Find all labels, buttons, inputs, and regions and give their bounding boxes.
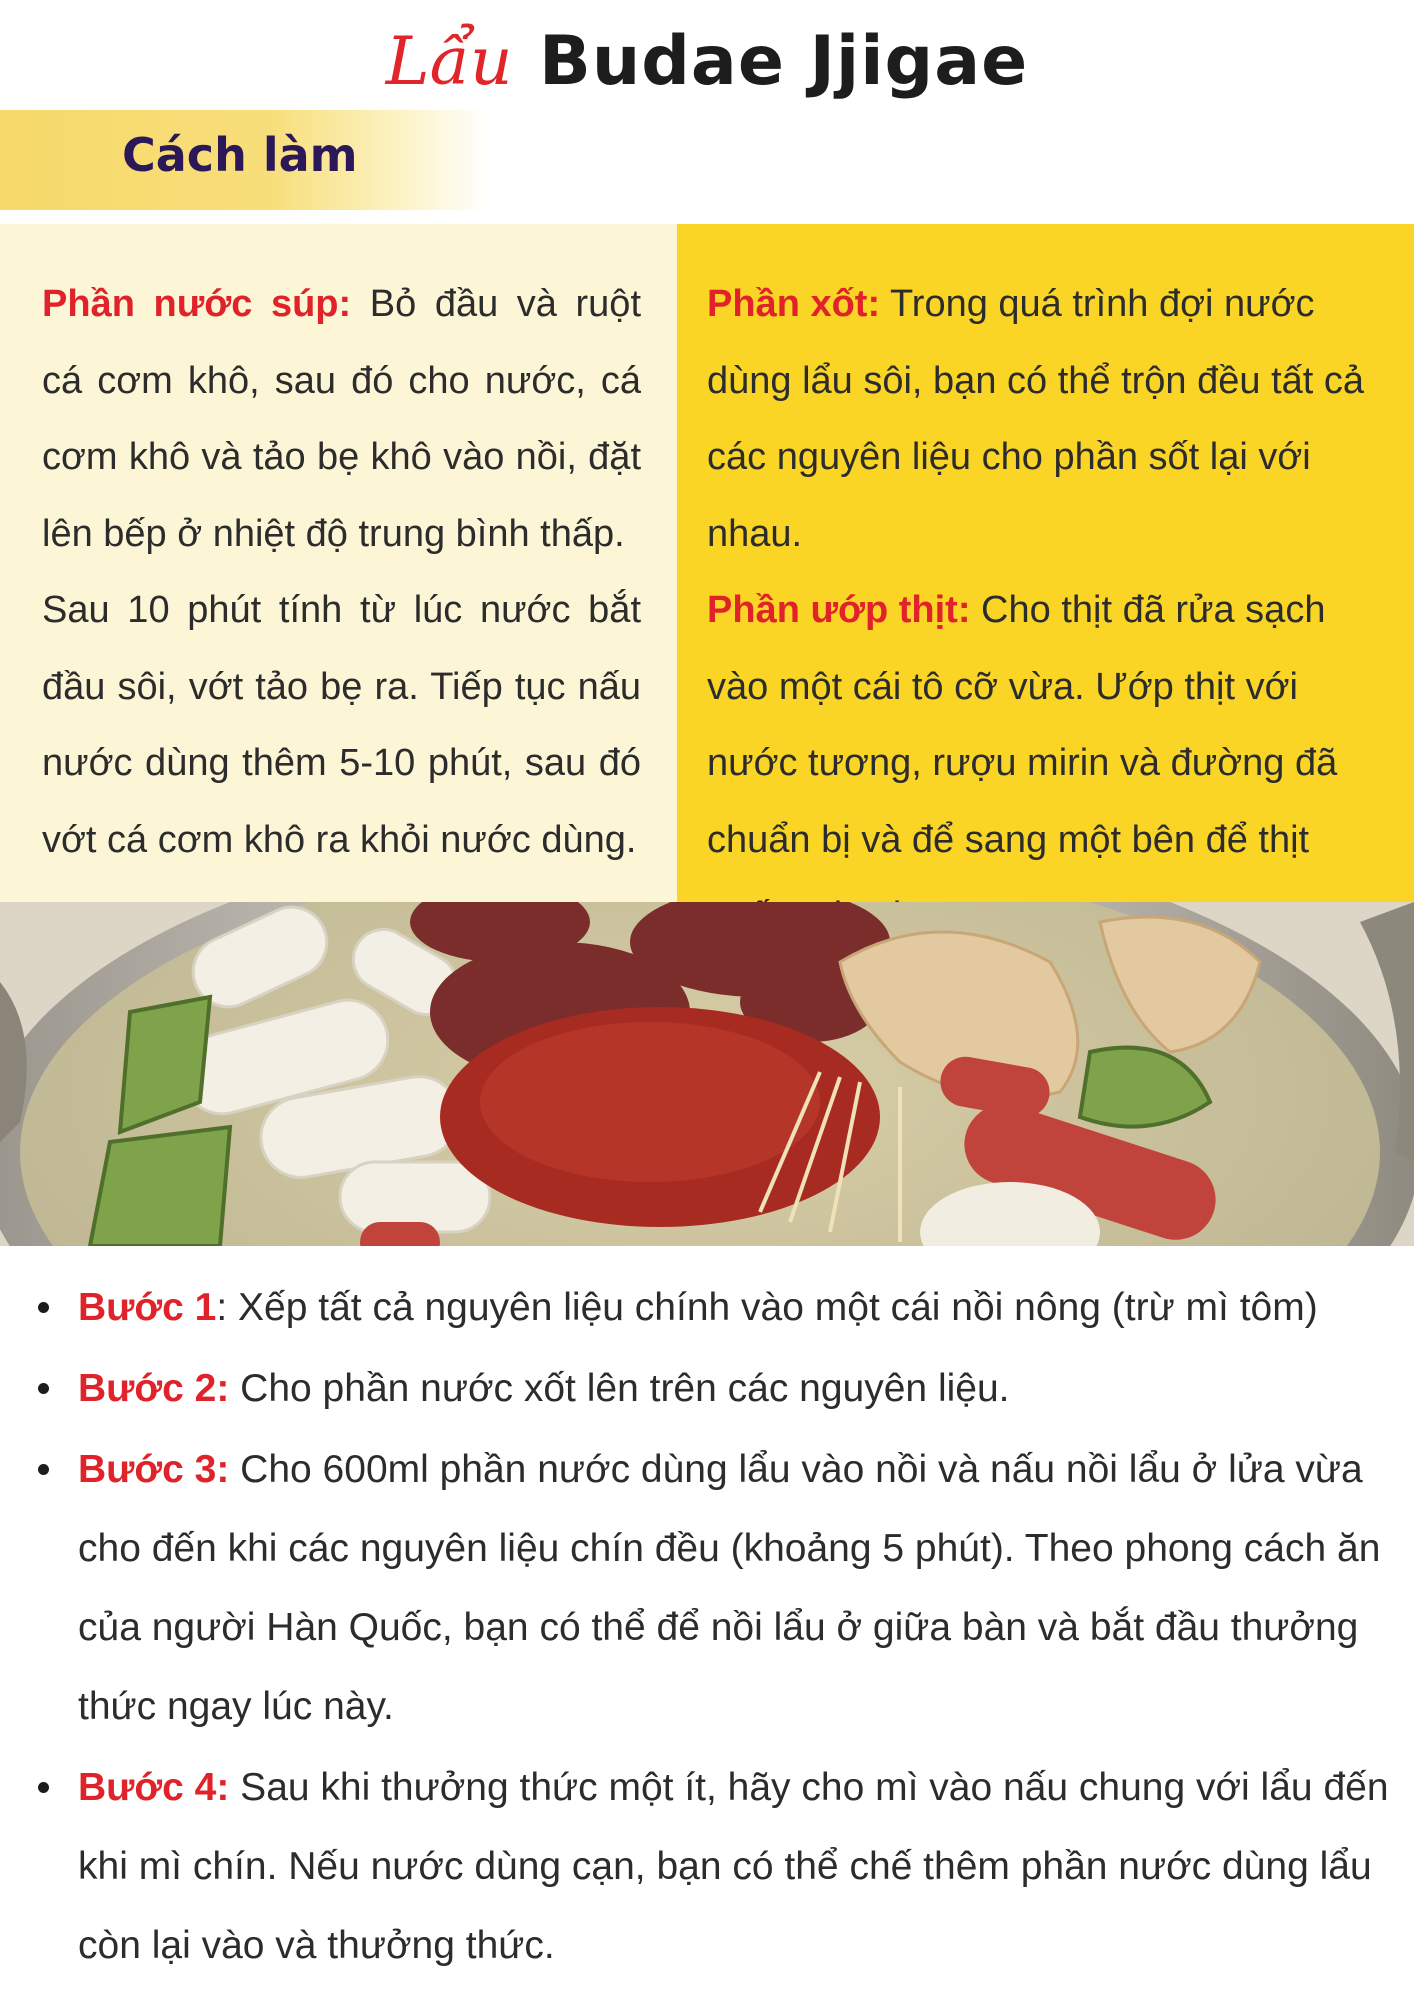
soup-paragraph [42,266,641,572]
bullet-icon [38,1782,49,1793]
title-main: Budae Jjigae [539,22,1029,101]
soup-column [0,224,677,902]
section-heading: Cách làm [122,128,358,182]
soup-paragraph-2: Sau 10 phút tính từ lúc nước bắt đầu sôi, vớt tảo bẹ ra. Tiếp tục nấu nước dùng thêm 5-10 phút, sau đó vớt cá cơm khô ra khỏi nước dùng. [42,589,641,861]
step-item [0,1349,1414,1428]
step-item [0,1748,1414,1985]
soup-label: Phần nước súp: [42,283,352,325]
step-label: Bước 4: [78,1766,230,1809]
step-text: Cho 600ml phần nước dùng lẩu vào nồi và nấu nồi lẩu ở lửa vừa cho đến khi các nguyên liệu chín đều (khoảng 5 phút). Theo phong cách ăn của người Hàn Quốc, bạn có thể để nồi lẩu ở giữa bàn và bắt đầu thưởng thức ngay lúc này. [78,1448,1381,1728]
soup-text: Bỏ đầu và ruột cá cơm khô, sau đó cho nước, cá cơm khô và tảo bẹ khô vào nồi, đặt lên bếp ở nhiệt độ trung bình thấp. [42,283,642,555]
step-item [0,1430,1414,1746]
hotpot-photo [0,902,1414,1246]
sauce-text: Trong quá trình đợi nước dùng lẩu sôi, bạn có thể trộn đều tất cả các nguyên liệu cho phần sốt lại với nhau. [707,283,1365,555]
step-item [0,1268,1414,1347]
sauce-label: Phần xốt: [707,283,881,325]
bullet-icon [38,1383,49,1394]
step-label: Bước 2: [78,1367,230,1410]
bullet-icon [38,1464,49,1475]
step-text: Cho phần nước xốt lên trên các nguyên liệu. [229,1367,1010,1410]
steps-list [0,1268,1414,1987]
step-label: Bước 1 [78,1286,217,1329]
hotpot-illustration [0,902,1414,1246]
step-text: : Xếp tất cả nguyên liệu chính vào một cái nồi nông (trừ mì tôm) [216,1286,1318,1329]
sauce-paragraph [707,266,1374,572]
step-text: Sau khi thưởng thức một ít, hãy cho mì vào nấu chung với lẩu đến khi mì chín. Nếu nước dùng cạn, bạn có thể chế thêm phần nước dùng lẩu còn lại vào và thưởng thức. [78,1766,1389,1967]
step-label: Bước 3: [78,1448,230,1491]
sauce-column [677,224,1414,902]
title-script-word: Lẩu [385,23,513,100]
marinate-text: Cho thịt đã rửa sạch vào một cái tô cỡ vừa. Ướp thịt với nước tương, rượu mirin và đường đã chuẩn bị và để sang một bên để thịt [707,589,1338,861]
marinate-paragraph [707,572,1374,955]
section-banner [0,110,490,210]
bullet-icon [38,1302,49,1313]
marinate-label: Phần ướp thịt: [707,589,971,631]
page-title [0,22,1414,101]
